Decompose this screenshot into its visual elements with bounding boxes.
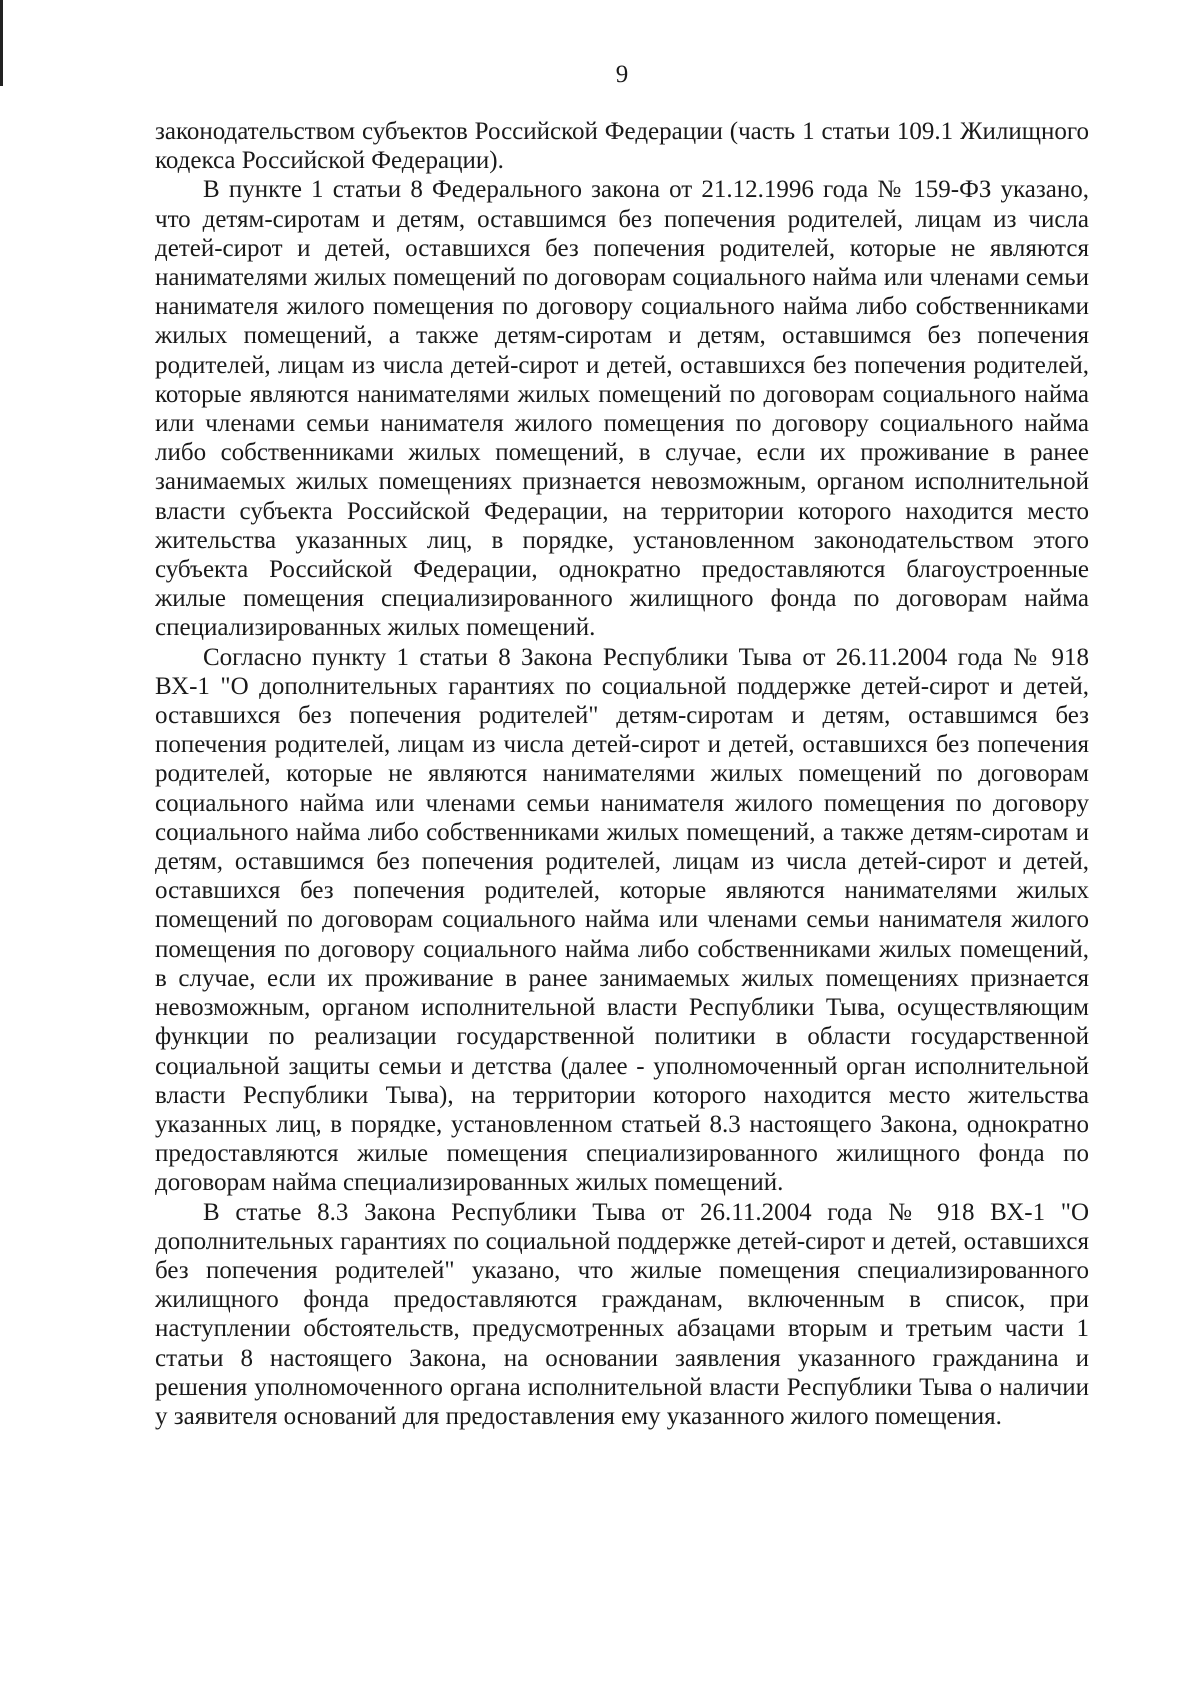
paragraph-tyva-law-article-8-3: В статье 8.3 Закона Республики Тыва от 26.11.2004 года № 918 ВХ-1 "О дополнительных гарантиях по социальной поддержке детей-сирот и детей, оставшихся без попечения родителей" указано, что жилые помещения специализированного жилищного фонда предоставляются гражданам, включенным в список, при наступлении обстоятельств, предусмотренных абзацами вторым и третьим части 1 статьи 8 настоящего Закона, на основании заявления указанного гражданина и решения уполномоченного органа исполнительной власти Республики Тыва о наличии у заявителя оснований для предоставления ему указанного жилого помещения. xyxy=(155,1198,1089,1430)
page-number: 9 xyxy=(615,61,629,88)
paragraph-federal-law: В пункте 1 статьи 8 Федерального закона от 21.12.1996 года № 159-ФЗ указано, что детям-сиротам и детям, оставшимся без попечения родителей, лицам из числа детей-сирот и детей, оставшихся без попечения родителей, которые не являются нанимателями жилых помещений по договорам социального найма или членами семьи нанимателя жилого помещения по договору социального найма либо собственниками жилых помещений, а также детям-сиротам и детям, оставшимся без попечения родителей, лицам из числа детей-сирот и детей, оставшихся без попечения родителей, которые являются нанимателями жилых помещений по договорам социального найма или членами семьи нанимателя жилого помещения по договору социального найма либо собственниками жилых помещений, в случае, если их проживание в ранее занимаемых жилых помещениях признается невозможным, органом исполнительной власти субъекта Российской Федерации, на территории которого находится место жительства указанных лиц, в порядке, установленном законодательством этого субъекта Российской Федерации, однократно предоставляются благоустроенные жилые помещения специализированного жилищного фонда по договорам найма специализированных жилых помещений. xyxy=(155,176,1089,642)
scan-edge-mark xyxy=(0,0,3,86)
paragraph-continuation: законодательством субъектов Российской Федерации (часть 1 статьи 109.1 Жилищного кодекса Российской Федерации). xyxy=(155,118,1089,175)
paragraph-tyva-law-article-8: Согласно пункту 1 статьи 8 Закона Республики Тыва от 26.11.2004 года № 918 ВХ-1 "О дополнительных гарантиях по социальной поддержке детей-сирот и детей, оставшихся без попечения родителей" детям-сиротам и детям, оставшимся без попечения родителей, лицам из числа детей-сирот и детей, оставшихся без попечения родителей, которые не являются нанимателями жилых помещений по договорам социального найма или членами семьи нанимателя жилого помещения по договору социального найма либо собственниками жилых помещений, а также детям-сиротам и детям, оставшимся без попечения родителей, лицам из числа детей-сирот и детей, оставшихся без попечения родителей, которые являются нанимателями жилых помещений по договорам социального найма или членами семьи нанимателя жилого помещения по договору социального найма либо собственниками жилых помещений, в случае, если их проживание в ранее занимаемых жилых помещениях признается невозможным, органом исполнительной власти Республики Тыва, осуществляющим функции по реализации государственной политики в области государственной социальной защиты семьи и детства (далее - уполномоченный орган исполнительной власти Республики Тыва), на территории которого находится место жительства указанных лиц, в порядке, установленном статьей 8.3 настоящего Закона, однократно предоставляются жилые помещения специализированного жилищного фонда по договорам найма специализированных жилых помещений. xyxy=(155,643,1089,1197)
document-body xyxy=(155,117,1089,1431)
